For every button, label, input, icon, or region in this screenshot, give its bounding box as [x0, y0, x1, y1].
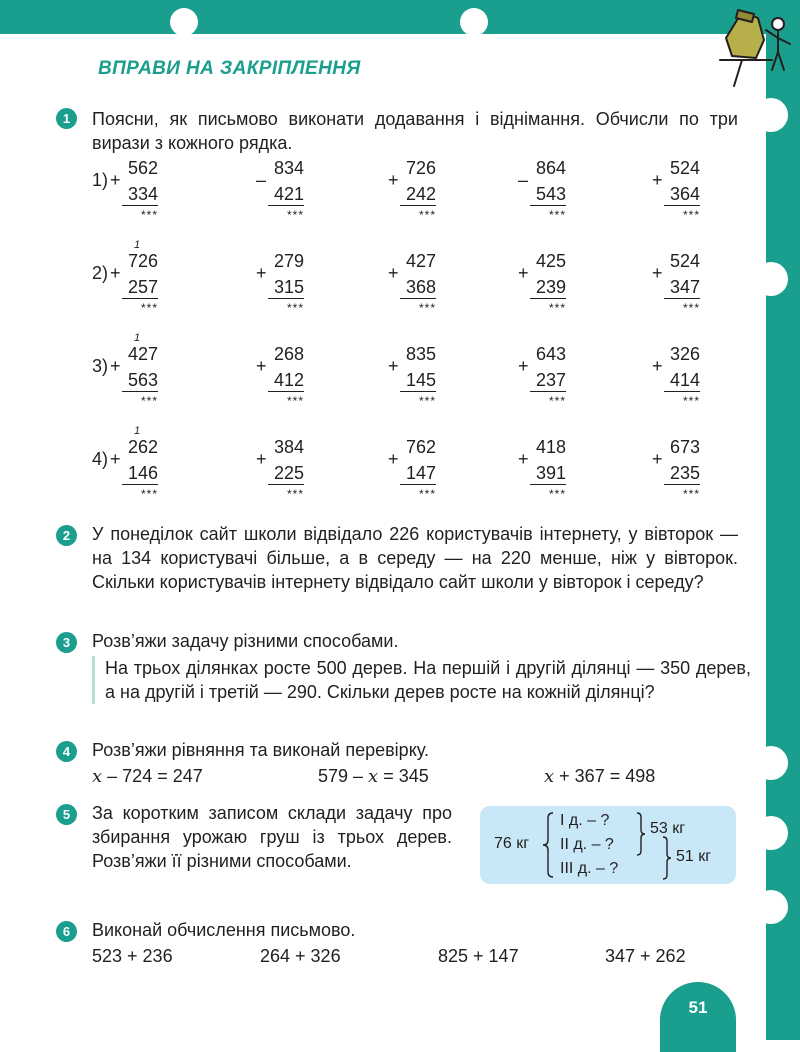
- row-label: 2): [92, 263, 109, 283]
- result-placeholder: ***: [418, 301, 436, 315]
- result-placeholder: ***: [286, 301, 304, 315]
- column-operation: [518, 437, 588, 513]
- operation-sign: +: [256, 449, 267, 469]
- operation-sign: +: [110, 263, 121, 283]
- short-record-scheme: [480, 806, 736, 884]
- expression-1: 523 + 236: [92, 946, 173, 966]
- result-placeholder: ***: [548, 208, 566, 222]
- side-notch-2: [754, 262, 788, 296]
- first-operand: 268: [273, 344, 304, 364]
- first-operand: 524: [669, 251, 700, 271]
- column-operation: [256, 344, 326, 420]
- first-operand: 673: [669, 437, 700, 457]
- second-operand: 334: [122, 184, 158, 206]
- first-operand: 643: [535, 344, 566, 364]
- operation-sign: +: [652, 263, 663, 283]
- page-number: 51: [688, 998, 708, 1017]
- first-operand: 427: [127, 344, 158, 364]
- expression-4: 347 + 262: [605, 946, 686, 966]
- task3-problem: На трьох ділянках росте 500 дерев. На першій і другій ділянці — 350 дерев, а на другій і третій — 290. Скільки дерев росте на кожній ділянці?: [105, 658, 751, 702]
- column-operation: [388, 344, 458, 420]
- second-operand: 414: [664, 370, 700, 392]
- column-operation: [110, 239, 180, 327]
- column-operation: [256, 251, 326, 327]
- column-operation: [388, 158, 458, 234]
- result-placeholder: ***: [548, 487, 566, 501]
- second-operand: 412: [268, 370, 304, 392]
- scheme-total: 76 кг: [494, 835, 530, 852]
- operation-sign: +: [388, 356, 399, 376]
- result-placeholder: ***: [682, 208, 700, 222]
- scheme-row-2: ІІ д. – ?: [560, 836, 614, 853]
- equation-2: 579 – x = 345: [318, 766, 429, 787]
- first-operand: 326: [669, 344, 700, 364]
- column-operation: [518, 344, 588, 420]
- result-placeholder: ***: [418, 208, 436, 222]
- task-number-badge: 4: [56, 741, 77, 762]
- second-operand: 145: [400, 370, 436, 392]
- section-heading: ВПРАВИ НА ЗАКРІПЛЕННЯ: [98, 58, 361, 79]
- top-border: [0, 0, 800, 34]
- scheme-row-3: ІІІ д. – ?: [560, 860, 619, 877]
- operation-sign: +: [652, 449, 663, 469]
- second-operand: 235: [664, 463, 700, 485]
- second-operand: 257: [122, 277, 158, 299]
- operation-sign: +: [518, 263, 529, 283]
- scheme-sum-2-3: 51 кг: [676, 848, 712, 865]
- operation-sign: +: [518, 449, 529, 469]
- operation-sign: –: [256, 170, 267, 190]
- page-number-tab: [660, 982, 736, 1052]
- column-operation: [110, 332, 180, 420]
- first-operand: 726: [127, 251, 158, 271]
- carry-digit: 1: [134, 425, 141, 437]
- result-placeholder: ***: [418, 394, 436, 408]
- column-operation: [110, 425, 180, 513]
- side-notch-1: [754, 98, 788, 132]
- left-brace-icon: [542, 812, 554, 878]
- row-label: 4): [92, 449, 109, 469]
- result-placeholder: ***: [286, 394, 304, 408]
- first-operand: 279: [273, 251, 304, 271]
- column-operation: [388, 437, 458, 513]
- right-brace-icon: [662, 836, 672, 880]
- task-number-badge: 6: [56, 921, 77, 942]
- second-operand: 543: [530, 184, 566, 206]
- first-operand: 835: [405, 344, 436, 364]
- first-operand: 762: [405, 437, 436, 457]
- column-operation: [652, 158, 722, 234]
- column-operation: [652, 437, 722, 513]
- result-placeholder: ***: [140, 208, 158, 222]
- operation-sign: +: [518, 356, 529, 376]
- operation-sign: +: [110, 170, 121, 190]
- operation-sign: +: [388, 170, 399, 190]
- task3-text: Розв’яжи задачу різними способами.: [92, 631, 399, 651]
- result-placeholder: ***: [286, 487, 304, 501]
- equation-1: x – 724 = 247: [92, 766, 203, 787]
- top-notch-1: [170, 8, 198, 36]
- expression-3: 825 + 147: [438, 946, 519, 966]
- column-operation: [110, 158, 180, 234]
- second-operand: 563: [122, 370, 158, 392]
- second-operand: 391: [530, 463, 566, 485]
- operation-sign: +: [110, 449, 121, 469]
- carry-digit: 1: [134, 332, 141, 344]
- first-operand: 425: [535, 251, 566, 271]
- task-number-badge: 2: [56, 525, 77, 546]
- side-notch-4: [754, 816, 788, 850]
- second-operand: 147: [400, 463, 436, 485]
- operation-sign: +: [256, 356, 267, 376]
- second-operand: 239: [530, 277, 566, 299]
- result-placeholder: ***: [682, 394, 700, 408]
- operation-sign: +: [652, 170, 663, 190]
- first-operand: 562: [127, 158, 158, 178]
- expression-2: 264 + 326: [260, 946, 341, 966]
- operation-sign: –: [518, 170, 529, 190]
- push-pin-icon: [712, 4, 796, 90]
- operation-sign: +: [388, 263, 399, 283]
- scheme-sum-1-2: 53 кг: [650, 820, 686, 837]
- result-placeholder: ***: [548, 394, 566, 408]
- column-operation: [256, 437, 326, 513]
- right-border: [766, 0, 800, 1040]
- operation-sign: +: [110, 356, 121, 376]
- top-notch-2: [460, 8, 488, 36]
- result-placeholder: ***: [682, 301, 700, 315]
- first-operand: 427: [405, 251, 436, 271]
- column-operation: [652, 251, 722, 327]
- task5-text: За коротким записом склади задачу про збирання урожаю груш із трьох дерев. Розв’яжи її різними способами.: [92, 803, 452, 871]
- side-notch-5: [754, 890, 788, 924]
- row-label: 1): [92, 170, 109, 190]
- result-placeholder: ***: [140, 394, 158, 408]
- column-operation: [652, 344, 722, 420]
- second-operand: 421: [268, 184, 304, 206]
- first-operand: 726: [405, 158, 436, 178]
- result-placeholder: ***: [418, 487, 436, 501]
- second-operand: 364: [664, 184, 700, 206]
- result-placeholder: ***: [140, 301, 158, 315]
- second-operand: 347: [664, 277, 700, 299]
- row-label: 3): [92, 356, 109, 376]
- equation-3: x + 367 = 498: [544, 766, 656, 787]
- task-number-badge: 3: [56, 632, 77, 653]
- second-operand: 146: [122, 463, 158, 485]
- task3-problem-box: [92, 656, 751, 704]
- first-operand: 384: [273, 437, 304, 457]
- task6-text: Виконай обчислення письмово.: [92, 920, 356, 940]
- operation-sign: +: [388, 449, 399, 469]
- operation-sign: +: [652, 356, 663, 376]
- task1-text: Поясни, як письмово виконати додавання і віднімання. Обчисли по три вирази з кожного рядка.: [92, 109, 738, 153]
- first-operand: 864: [535, 158, 566, 178]
- side-notch-3: [754, 746, 788, 780]
- second-operand: 315: [268, 277, 304, 299]
- column-operation: [256, 158, 326, 234]
- result-placeholder: ***: [286, 208, 304, 222]
- task-number-badge: 1: [56, 108, 77, 129]
- second-operand: 242: [400, 184, 436, 206]
- task2-text: У понеділок сайт школи відвідало 226 користувачів інтернету, у вівторок — на 134 користувачі більше, а в середу — на 220 менше, ніж у вівторок. Скільки користувачів інтернету відвідало сайт школи у вівторок і середу?: [92, 524, 738, 592]
- column-operation: [518, 158, 588, 234]
- right-brace-icon: [636, 812, 646, 856]
- column-operation: [388, 251, 458, 327]
- task4-text: Розв’яжи рівняння та виконай перевірку.: [92, 740, 429, 760]
- first-operand: 262: [127, 437, 158, 457]
- second-operand: 225: [268, 463, 304, 485]
- first-operand: 834: [273, 158, 304, 178]
- second-operand: 368: [400, 277, 436, 299]
- first-operand: 524: [669, 158, 700, 178]
- first-operand: 418: [535, 437, 566, 457]
- scheme-row-1: І д. – ?: [560, 812, 610, 829]
- column-operation: [518, 251, 588, 327]
- result-placeholder: ***: [140, 487, 158, 501]
- result-placeholder: ***: [682, 487, 700, 501]
- task-number-badge: 5: [56, 804, 77, 825]
- result-placeholder: ***: [548, 301, 566, 315]
- carry-digit: 1: [134, 239, 141, 251]
- second-operand: 237: [530, 370, 566, 392]
- operation-sign: +: [256, 263, 267, 283]
